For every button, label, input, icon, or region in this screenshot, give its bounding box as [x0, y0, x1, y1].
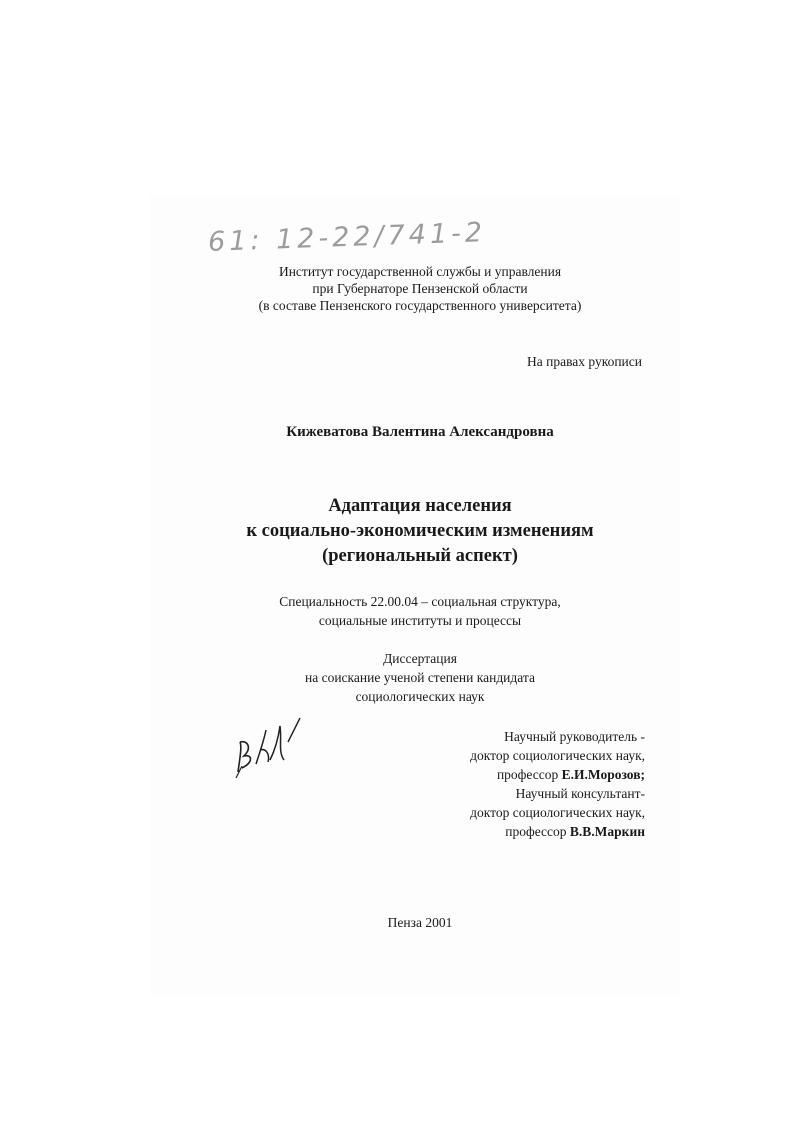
consultant-degree: доктор социологических наук, [470, 805, 645, 820]
title-line-2: к социально-экономическим изменениям [246, 521, 594, 541]
dissertation-degree [0, 649, 795, 706]
consultant-name: В.В.Маркин [569, 824, 645, 839]
consultant-title: профессор [505, 824, 567, 839]
dissertation-line-2: на соискание ученой степени кандидата [305, 670, 535, 685]
archive-code-handwritten: 61: 12-22/741-2 [207, 217, 487, 258]
manuscript-note: На правах рукописи [526, 354, 642, 369]
institute-line-2: при Губернаторе Пензенской области [312, 281, 528, 296]
title-line-3: (региональный аспект) [322, 546, 518, 566]
dissertation-title [0, 494, 795, 569]
specialty-line-2: социальные институты и процессы [318, 613, 522, 628]
advisor-title-line [470, 765, 645, 784]
advisor-title: профессор [496, 767, 559, 782]
consultant-title-line [470, 822, 645, 841]
institute-header [0, 263, 795, 314]
advisor-role: Научный руководитель - [504, 729, 645, 744]
city-year: Пенза 2001 [387, 915, 453, 930]
author-name: Кижеватова Валентина Александровна [286, 424, 554, 440]
dissertation-line-1: Диссертация [383, 651, 457, 666]
specialty-line-1: Специальность 22.00.04 – социальная структура, [279, 594, 561, 609]
signature-image [230, 712, 310, 782]
dissertation-line-3: социологических наук [355, 689, 485, 704]
advisor-degree: доктор социологических наук, [470, 748, 645, 763]
institute-line-3: (в составе Пензенского государственного университета) [258, 298, 582, 313]
institute-line-1: Институт государственной службы и управления [278, 264, 562, 279]
title-line-1: Адаптация населения [328, 496, 512, 516]
specialty [0, 592, 795, 630]
consultant-role: Научный консультант- [515, 786, 645, 801]
supervisors-block [470, 727, 645, 841]
advisor-name: Е.И.Морозов; [561, 767, 645, 782]
